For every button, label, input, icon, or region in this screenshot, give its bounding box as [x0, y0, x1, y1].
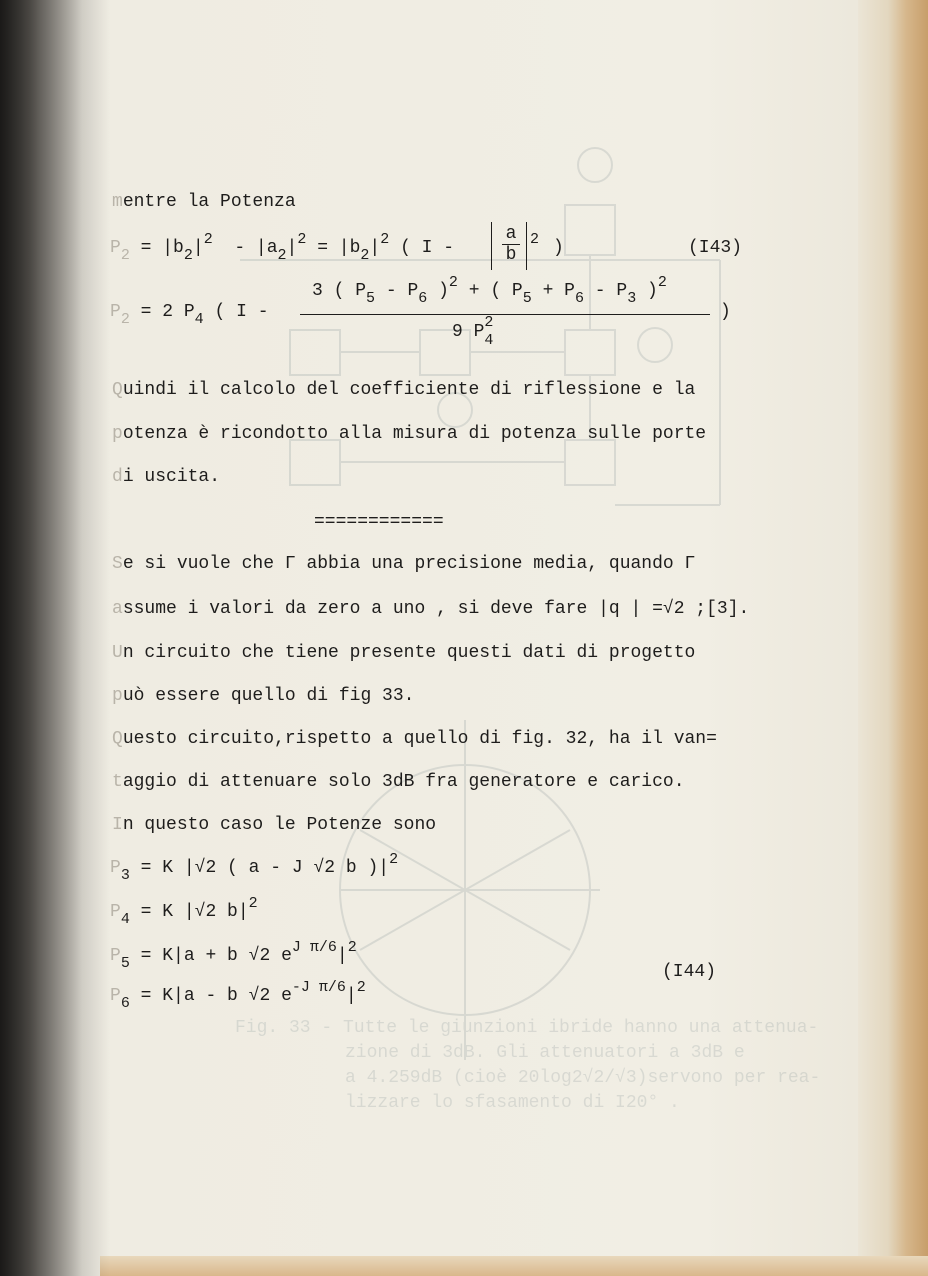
eq144-p3 — [110, 851, 399, 884]
eq143-numerator — [312, 274, 667, 307]
eq-sub: 4 — [484, 332, 494, 349]
eq-term: = K |√2 ( a - J √2 b )| — [140, 858, 390, 878]
eq-sub: 2 — [120, 311, 130, 328]
para1-line — [112, 380, 695, 400]
para2-line — [112, 686, 414, 706]
eq-term: 3 ( P — [312, 281, 367, 301]
eq143-line1: $P_2 = |b_2|^2 - |a_2|^2 = |b_2|^2$ ( I - — [110, 231, 455, 264]
eq-sub: 5 — [522, 290, 532, 307]
eq144-label: (I44) — [662, 962, 717, 982]
faint-char: a — [112, 599, 123, 619]
eq-sup: 2 — [248, 895, 258, 912]
eq-term: = 2 P — [140, 302, 195, 322]
eq-sub: 4 — [120, 911, 130, 928]
eq143-line2-left — [110, 302, 269, 328]
eq-term: ) — [438, 281, 449, 301]
eq-sup: 2 — [657, 274, 667, 291]
eq-term: ( I - — [400, 238, 455, 258]
svg-text:lizzare lo sfasamento di I20°: lizzare lo sfasamento di I20° . — [345, 1093, 680, 1113]
eq-lhs: P — [110, 238, 121, 258]
eq-sub: 5 — [120, 955, 130, 972]
faint-char: Q — [112, 729, 123, 749]
para2-line — [112, 643, 695, 663]
eq-sup: 2 — [203, 231, 213, 248]
eq-lhs: P — [110, 946, 121, 966]
eq-sup: 2 — [347, 939, 357, 956]
eq-sup: 2 — [380, 231, 390, 248]
eq-term: + ( P — [468, 281, 523, 301]
svg-text:Fig. 33 - Tutte le giunzioni i: Fig. 33 - Tutte le giunzioni ibride hanno una attenua- — [235, 1018, 819, 1038]
eq-lhs: P — [110, 902, 121, 922]
book-cover-edge-right — [858, 0, 928, 1256]
eq-term: - P — [594, 281, 628, 301]
eq-lhs: P — [110, 986, 121, 1006]
den-script — [484, 314, 494, 350]
eq143-close: ) — [553, 238, 564, 258]
eq-sup: 2 — [484, 314, 494, 331]
eq143-denominator — [452, 314, 494, 350]
faint-char: I — [112, 815, 123, 835]
eq-sub: 4 — [194, 311, 204, 328]
svg-text:zione di 3dB. Gli attenu: zione di 3dB. Gli attenuatori a 3dB e — [345, 1043, 745, 1063]
faint-char: d — [112, 467, 123, 487]
eq-sup: 2 — [356, 979, 366, 996]
eq-term: = |b — [317, 238, 361, 258]
intro-faint-char: m — [112, 192, 123, 212]
eq-term: | — [336, 946, 348, 966]
intro-line — [112, 192, 296, 212]
eq144-p4 — [110, 895, 258, 928]
svg-text:a 4.259dB (cioè 20log2√2/√3)se: a 4.259dB (cioè 20log2√2/√3)servono per rea- — [345, 1068, 821, 1088]
line-text: uindi il calcolo del coefficiente di riflessione e la — [122, 380, 696, 400]
line-text: ssume i valori da zero a uno , si deve fare |q | =√2 ;[3]. — [122, 599, 750, 619]
faint-char: t — [112, 772, 123, 792]
eq-term: = K |√2 b| — [140, 902, 249, 922]
para2-line — [112, 599, 749, 619]
eq-term: | — [345, 986, 357, 1006]
eq143-fraction-bar — [300, 314, 710, 315]
eq-term: ) — [647, 281, 658, 301]
faint-char: S — [112, 554, 123, 574]
eq-sub: 6 — [574, 290, 584, 307]
eq143-fraction — [500, 224, 522, 265]
eq-sub: 2 — [120, 247, 130, 264]
eq-term: - P — [385, 281, 419, 301]
separator-line: ============ — [314, 512, 444, 532]
eq-sup: 2 — [389, 851, 399, 868]
eq-sub: 6 — [418, 290, 428, 307]
faint-char: U — [112, 643, 123, 663]
frac-numerator: a — [505, 224, 517, 244]
eq-term: ( I - — [214, 302, 269, 322]
abs-bar-right — [526, 222, 527, 270]
eq144-p6 — [110, 979, 366, 1012]
line-text: uesto circuito,rispetto a quello di fig. 32, ha il van= — [122, 729, 717, 749]
book-cover-edge-bottom — [100, 1256, 928, 1276]
frac-denominator: b — [505, 245, 517, 265]
eq-term: + P — [542, 281, 575, 301]
eq-sup: 2 — [448, 274, 458, 291]
eq-term: = K|a + b √2 e — [140, 946, 292, 966]
para1-line — [112, 467, 220, 487]
eq-sup: 2 — [297, 231, 307, 248]
eq-sub: 2 — [183, 247, 193, 264]
eq143-line2-close: ) — [720, 302, 731, 322]
line-text: e si vuole che Γ abbia una precisione media, quando Γ — [122, 554, 696, 574]
line-text: aggio di attenuare solo 3dB fra generatore e carico. — [122, 772, 685, 792]
eq-sub: 3 — [120, 867, 130, 884]
eq-sub: 6 — [120, 995, 130, 1012]
eq-exponent: J π/6 — [291, 939, 337, 956]
line-text: n questo caso le Potenze sono — [122, 815, 437, 835]
faint-char: p — [112, 424, 123, 444]
eq-exponent: -J π/6 — [291, 979, 346, 996]
eq-sub: 2 — [277, 247, 287, 264]
eq-lhs: P — [110, 302, 121, 322]
para2-line — [112, 815, 436, 835]
para1-line — [112, 424, 706, 444]
abs-sup: 2 — [530, 231, 540, 248]
para2-line — [112, 772, 685, 792]
eq-sub: 5 — [366, 290, 376, 307]
para2-line — [112, 729, 717, 749]
gutter-shadow — [0, 0, 110, 1276]
eq-term: 9 P — [452, 322, 485, 342]
faint-char: p — [112, 686, 123, 706]
eq-term: = |b — [140, 238, 184, 258]
line-text: n circuito che tiene presente questi dati di progetto — [122, 643, 696, 663]
intro-text: entre la Potenza — [122, 192, 296, 212]
para2-line — [112, 554, 695, 574]
eq-sub: 3 — [627, 290, 637, 307]
eq143-label: (I43) — [688, 238, 743, 258]
line-text: uò essere quello di fig 33. — [122, 686, 415, 706]
eq-lhs: P — [110, 858, 121, 878]
eq-term: - |a — [234, 238, 278, 258]
eq144-p5 — [110, 939, 357, 972]
line-text: otenza è ricondotto alla misura di potenza sulle porte — [122, 424, 707, 444]
eq-term: = K|a - b √2 e — [140, 986, 292, 1006]
faint-char: Q — [112, 380, 123, 400]
abs-bar-left — [491, 222, 492, 270]
line-text: i uscita. — [122, 467, 221, 487]
eq-sub: 2 — [360, 247, 370, 264]
